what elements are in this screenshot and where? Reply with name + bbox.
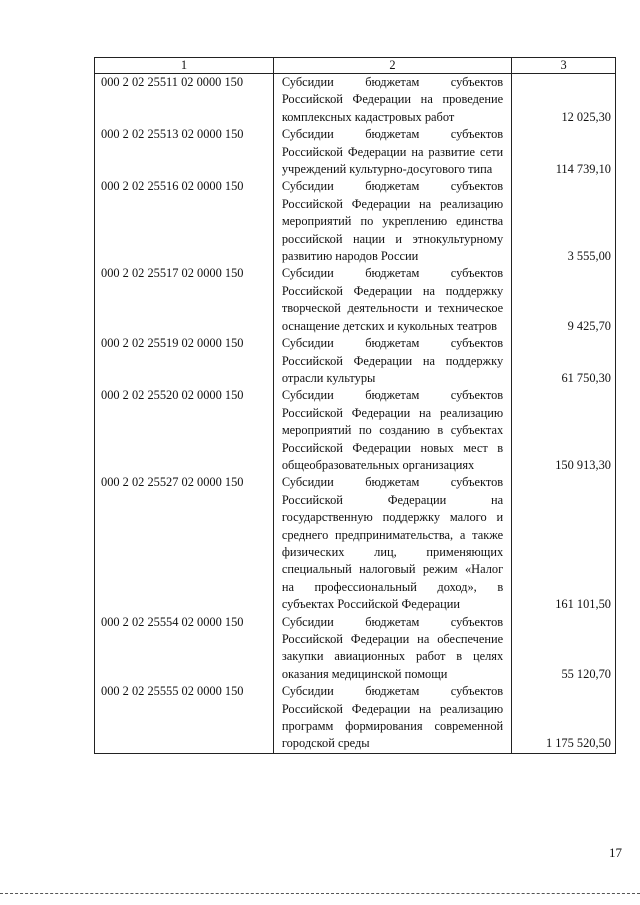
table-row bbox=[95, 178, 616, 265]
budget-code: 000 2 02 25527 02 0000 150 bbox=[95, 474, 274, 613]
description: Субсидии бюджетам субъектов Российской Федерации на реализацию программ формирования современной городской среды bbox=[273, 683, 511, 753]
amount: 150 913,30 bbox=[512, 387, 616, 474]
subsidies-table bbox=[94, 57, 616, 754]
amount: 3 555,00 bbox=[512, 178, 616, 265]
description: Субсидии бюджетам субъектов Российской Федерации на проведение комплексных кадастровых работ bbox=[273, 74, 511, 127]
budget-code: 000 2 02 25513 02 0000 150 bbox=[95, 126, 274, 178]
table-row bbox=[95, 683, 616, 753]
header-row bbox=[95, 58, 616, 74]
amount: 55 120,70 bbox=[512, 614, 616, 684]
budget-code: 000 2 02 25519 02 0000 150 bbox=[95, 335, 274, 387]
table-row bbox=[95, 614, 616, 684]
table-row bbox=[95, 265, 616, 335]
column-header-1: 1 bbox=[95, 58, 274, 74]
column-header-3: 3 bbox=[512, 58, 616, 74]
page-number: 17 bbox=[609, 845, 622, 860]
budget-code: 000 2 02 25511 02 0000 150 bbox=[95, 74, 274, 127]
description: Субсидии бюджетам субъектов Российской Федерации на развитие сети учреждений культурно-досугового типа bbox=[273, 126, 511, 178]
column-header-2: 2 bbox=[273, 58, 511, 74]
amount: 9 425,70 bbox=[512, 265, 616, 335]
amount: 12 025,30 bbox=[512, 74, 616, 127]
table-row bbox=[95, 126, 616, 178]
description: Субсидии бюджетам субъектов Российской Федерации на поддержку отрасли культуры bbox=[273, 335, 511, 387]
description: Субсидии бюджетам субъектов Российской Федерации на реализацию мероприятий по укреплению единства российской нации и этнокультурному развитию народов России bbox=[273, 178, 511, 265]
amount: 114 739,10 bbox=[512, 126, 616, 178]
amount: 61 750,30 bbox=[512, 335, 616, 387]
table-row bbox=[95, 74, 616, 127]
description: Субсидии бюджетам субъектов Российской Федерации на обеспечение закупки авиационных работ в целях оказания медицинской помощи bbox=[273, 614, 511, 684]
amount: 161 101,50 bbox=[512, 474, 616, 613]
amount: 1 175 520,50 bbox=[512, 683, 616, 753]
description: Субсидии бюджетам субъектов Российской Федерации на реализацию мероприятий по созданию в субъектах Российской Федерации новых мест в общеобразовательных организациях bbox=[273, 387, 511, 474]
table-row bbox=[95, 335, 616, 387]
budget-code: 000 2 02 25516 02 0000 150 bbox=[95, 178, 274, 265]
table-row bbox=[95, 387, 616, 474]
table-row bbox=[95, 474, 616, 613]
budget-code: 000 2 02 25520 02 0000 150 bbox=[95, 387, 274, 474]
description: Субсидии бюджетам субъектов Российской Федерации на поддержку творческой деятельности и техническое оснащение детских и кукольных театров bbox=[273, 265, 511, 335]
budget-code: 000 2 02 25517 02 0000 150 bbox=[95, 265, 274, 335]
description: Субсидии бюджетам субъектов Российской Федерации на государственную поддержку малого и среднего предпринимательства, а также физических лиц, применяющих специальный налоговый режим «Налог на профессиональный доход», в субъектах Российской Федерации bbox=[273, 474, 511, 613]
footer-divider bbox=[0, 893, 640, 894]
budget-code: 000 2 02 25554 02 0000 150 bbox=[95, 614, 274, 684]
budget-code: 000 2 02 25555 02 0000 150 bbox=[95, 683, 274, 753]
